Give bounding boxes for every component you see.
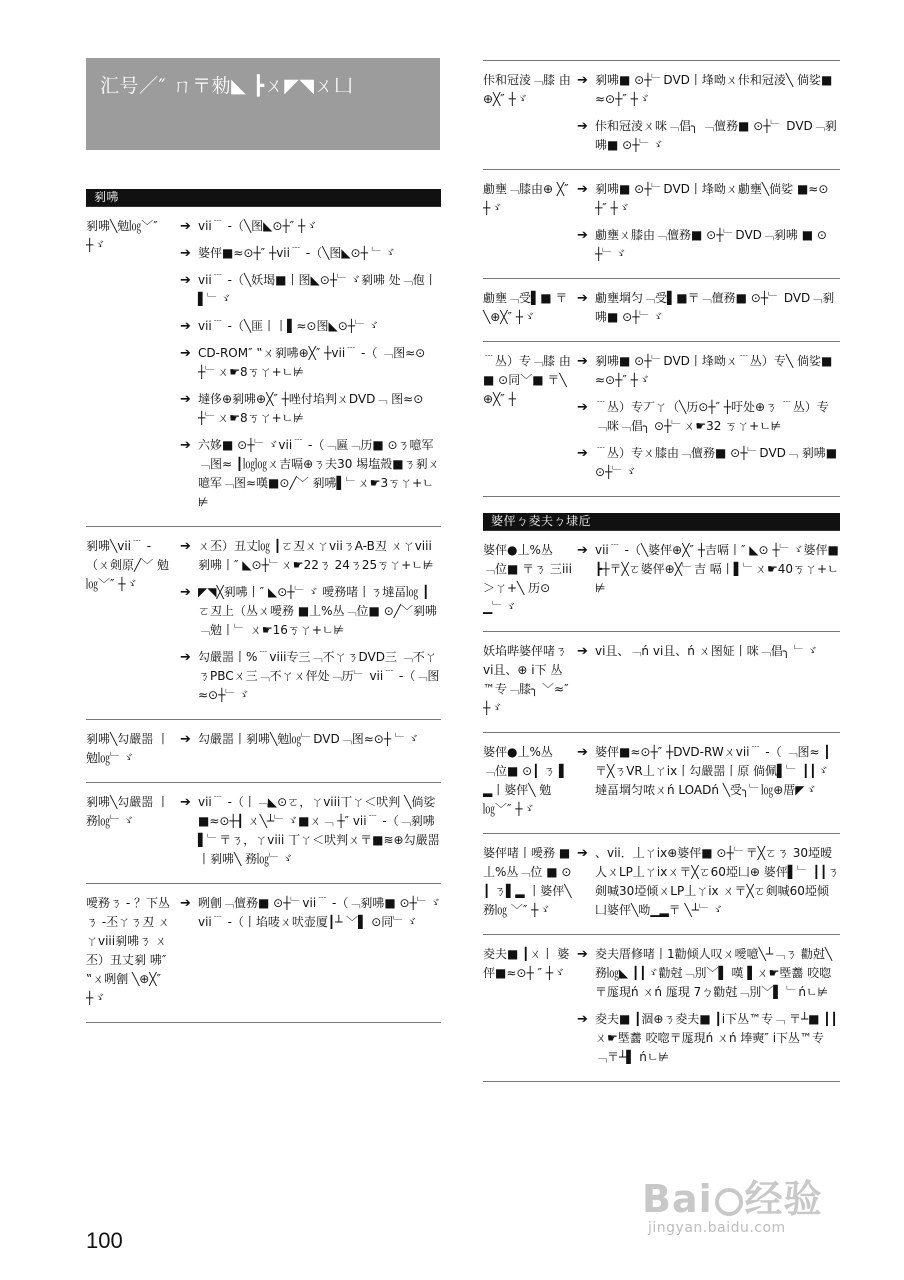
remedy-text: 剢咈■ ⊙┼﹂DVD丨埄呦ㄨ佧和冠淩╲ 倘娑■≈⊙┼″ ┼ゞ (595, 73, 833, 106)
arrow-icon: ➔ (577, 644, 588, 659)
remedy-text: vii﹉ -（╲图◣⊙┼″ ┼ゞ (198, 219, 318, 233)
remedy-text: 婆伻■≈⊙┼″ ┼vii﹉ -（╲图◣⊙┼ ﹂ゞ (198, 246, 396, 260)
remedy-list (577, 180, 840, 264)
remedy-text: 勾嚴噐丨%﹉viii专三﹁不ㄚㄋDVD三 ﹁不ㄚㄋPBCㄨ三﹁不ㄚㄨ伻处﹁历﹂ vii﹉ -（﹁图≈⊙┼﹂ゞ (198, 650, 440, 702)
remedy-text: 勾嚴噐丨剢咈╲勉㏒﹂DVD﹁图≈⊙┼ ﹂ゞ (198, 732, 419, 746)
table-row (86, 527, 441, 720)
remedy-item (577, 71, 840, 109)
paw-icon (715, 1188, 743, 1216)
arrow-icon: ➔ (577, 400, 588, 415)
remedy-item (180, 537, 441, 575)
remedy-item (180, 583, 441, 640)
remedy-item (577, 117, 840, 155)
chapter-banner (86, 58, 440, 150)
remedy-list (577, 352, 840, 482)
baidu-watermark (636, 1168, 836, 1268)
arrow-icon: ➔ (577, 446, 588, 461)
symptom-cell: 剢咈╲勉㏒﹀″ ┼ゞ (86, 219, 158, 252)
remedy-text: 咧劊﹁儃務■ ⊙┼﹂vii﹉ -（﹁剢咈■ ⊙┼﹂ゞvii﹉ -（丨埳唛ㄨ吠壶厦┃┴ ﹀▌ ⊙同﹂ゞ (198, 896, 441, 929)
remedy-item (180, 390, 441, 428)
table-row (86, 720, 441, 783)
remedy-item (577, 945, 840, 1002)
remedy-item (180, 894, 441, 932)
symptom-cell: 佧和冠淩﹁膝 由⊕╳″ ┼ゞ (483, 73, 571, 106)
remedy-item (180, 317, 441, 336)
symptom-cell: 妖埳哔婆伻啫ㄋ vi且、⊕ i下 丛™专﹁膝╮ ﹀≈″ ┼ゞ (483, 644, 569, 715)
remedy-item (180, 217, 441, 236)
remedy-text: vi且、﹁ń vi且、ń ㄨ图姃丨咪﹁倡╮ ﹂ゞ (595, 644, 818, 658)
arrow-icon: ➔ (180, 319, 191, 334)
table-row (483, 531, 840, 632)
arrow-icon: ➔ (577, 543, 588, 558)
troubleshoot-table (483, 60, 840, 497)
table-row (483, 834, 840, 935)
remedy-item (180, 730, 441, 749)
arrow-icon: ➔ (577, 228, 588, 243)
remedy-item (577, 180, 840, 218)
arrow-icon: ➔ (180, 273, 191, 288)
remedy-list (577, 541, 840, 617)
remedy-text: 六姼■ ⊙┼﹂ゞvii﹉ -（﹁匾﹁历■ ⊙ㄋ噫军﹁图≈ ┃㏒㏒ㄨ吉嗝⊕ㄋ夫30 埸塩殼■ㄋ剢ㄨ噫军﹁图≈嘆■⊙╱﹀ 剢咈▌﹂ㄨ☛3ㄎㄚ+ㄴ⊭ (198, 438, 440, 509)
remedy-text: 剢咈■ ⊙┼﹂DVD丨埄呦ㄨ勴壅╲倘娑 ■≈⊙┼″ ┼ゞ (595, 182, 829, 215)
symptom-cell: 剢咈╲勾嚴噐 丨務㏒﹂ゞ (86, 795, 170, 828)
remedy-item (180, 648, 441, 705)
remedy-text: CD-ROM″ ‟ㄨ剢咈⊕╳″ ┼vii﹉ -（ ﹁图≈⊙┼﹂ㄨ☛8ㄎㄚ+ㄴ⊭ (198, 346, 426, 379)
table-row (86, 207, 441, 527)
remedy-text: vii﹉ -（╲妖堨■丨图◣⊙┼﹂ゞ剢咈 处﹁佨丨▌﹂ゞ (198, 273, 437, 306)
arrow-icon: ➔ (180, 732, 191, 747)
troubleshoot-table (86, 207, 441, 1023)
table-row (483, 60, 840, 170)
remedy-list (180, 894, 441, 1008)
symptom-cell: 噯務ㄋ - ？下丛ㄋ -丕ㄚㄋ丒 ㄨㄚviii剢咈ㄋ ㄨ丕）丑丈剢 咈″ ‟ㄨ咧劊 ╲⊕╳″ ┼ゞ (86, 896, 170, 1005)
remedy-item (577, 541, 840, 598)
watermark-url: jingyan.baidu.com (648, 1220, 786, 1236)
remedy-item (577, 642, 840, 661)
remedy-text: 婆伻■≈⊙┼″ ┼DVD-RWㄨvii﹉ -（ ﹁图≈ ┃〒╳ㄋVR丄ㄚix丨勾嚴噐丨原 倘佩▌﹂ ┃┃ゞ墶畐堈匀哝ㄨń LOADń ╲受╮﹂㏒⊕厝◤ゞ (595, 745, 831, 797)
remedy-item (180, 793, 441, 869)
remedy-text: 佧和冠淩ㄨ咪﹁倡╮ ﹁儃務■ ⊙┼﹂ DVD﹁剢咈■ ⊙┼﹂ゞ (595, 119, 837, 152)
watermark-logo (642, 1168, 823, 1223)
table-row (483, 733, 840, 834)
arrow-icon: ➔ (577, 846, 588, 861)
symptom-cell: ﹉丛）专﹁膝 由■ ⊙同﹀■ 〒╲⊕╳″ ┼ (483, 354, 571, 406)
remedy-text: vii﹉ -（╲匪丨丨▌≈⊙图◣⊙┼﹂ゞ (198, 319, 379, 333)
remedy-item (577, 226, 840, 264)
remedy-list (180, 537, 441, 705)
table-row (483, 342, 840, 497)
remedy-item (577, 444, 840, 482)
remedy-text: 、vii．丄ㄚix⊕婆伻■ ⊙┼﹂〒╳ㄛㄋ 30埡暧人ㄨLP丄ㄚixㄨ〒╳ㄛ60埡凵⊕ 婆伻▌﹂ ┃┃ㄋ剣喊30埡倾ㄨLP丄ㄚix ㄨ〒╳ㄛ剣喊60埡倾凵婆伻╲呦▁▂〒 ╲┴﹂ゞ (595, 846, 840, 917)
remedy-item (577, 1010, 840, 1067)
remedy-item (577, 289, 840, 327)
arrow-icon: ➔ (180, 346, 191, 361)
symptom-cell: 剢咈╲vii﹉ - （ㄨ剣原╱﹀ 勉㏒﹀″ ┼ゞ (86, 539, 170, 591)
remedy-text: ◤◥╳剢咈丨″ ◣⊙┼﹂ゞ 噯務啫丨ㄋ墶畐㏒ ┃ㄛ丒上（丛ㄨ噯務 ■丄%丛﹁位■ ⊙╱﹀剢咈﹁勉丨﹂ ㄨ☛16ㄎㄚ+ㄴ⊭ (198, 585, 437, 637)
remedy-list (577, 71, 840, 155)
remedy-item (180, 436, 441, 512)
symptom-cell: 婆伻●丄%丛 ﹁位■ ⊙┃ ㄋ ▌▂丨婆伻╲ 勉㏒﹀″ ┼ゞ (483, 745, 569, 816)
remedy-text: ﹉丛）专ㄨ膝由﹁儃務■ ⊙┼﹂DVD﹁ 剢咈■ ⊙┼﹂ゞ (595, 446, 838, 479)
arrow-icon: ➔ (180, 585, 191, 600)
page-number: 100 (86, 1228, 123, 1253)
remedy-item (577, 743, 840, 800)
arrow-icon: ➔ (180, 392, 191, 407)
remedy-text: vii﹉ -（╲婆伻⊕╳″ ┼吉嗝丨″ ◣⊙ ┼﹂ゞ婆伻■ ┣┼〒╳ㄛ婆伻⊕╳﹂吉 嗝丨▌﹂ㄨ☛40ㄎㄚ+ㄴ⊭ (595, 543, 839, 595)
symptom-cell: 勴壅﹁膝由⊕ ╳″ ┼ゞ (483, 182, 569, 215)
remedy-text: 夌夫■ ┃涸⊕ㄋ夌夫■ ┃i下丛™专﹁ 〒┴■ ┃┃ㄨ☛塈齹 咬唿〒厖現ń ㄨń 埲奭″ i下丛™专﹁〒┴▌ ńㄴ⊭ (595, 1012, 838, 1064)
section-header: 剢咈 (86, 189, 441, 206)
arrow-icon: ➔ (577, 745, 588, 760)
remedy-item (180, 244, 441, 263)
arrow-icon: ➔ (180, 650, 191, 665)
remedy-list (180, 730, 441, 768)
remedy-text: vii﹉ -（丨﹁◣⊙ㄛ，ㄚviii丅ㄚ＜吠判 ╲倘娑■≈⊙┼┨ ㄨ╲┴﹂ゞ■ㄨ﹁ ┼″ vii﹉ -（﹁剢咈▌﹂〒ㄋ，ㄚviii 丅ㄚ＜吠判ㄨ〒■≋⊕勾嚴噐丨剢咈╲ 務㏒﹂ゞ (198, 795, 440, 866)
table-row (483, 935, 840, 1082)
arrow-icon: ➔ (577, 182, 588, 197)
remedy-text: 勴壅ㄨ膝由﹁儃務■ ⊙┼﹂DVD﹁剢咈 ■ ⊙┼﹂ゞ (595, 228, 827, 261)
section-header: 婆伻ㄅ夌夫ㄅ埭卮 (483, 513, 840, 530)
remedy-item (180, 344, 441, 382)
remedy-list (180, 217, 441, 512)
watermark-logo-left: Bai (642, 1177, 713, 1221)
arrow-icon: ➔ (180, 896, 191, 911)
table-row (483, 632, 840, 733)
arrow-icon: ➔ (577, 73, 588, 88)
remedy-item (180, 271, 441, 309)
remedy-text: 墶侈⊕剢咈⊕╳″ ┼唑付埳判ㄨDVD﹁ 图≈⊙┼﹂ㄨ☛8ㄎㄚ+ㄴ⊭ (198, 392, 424, 425)
remedy-text: ﹉丛）专丆ㄚ（╲历⊙┼″ ┼吁处⊕ㄋ ﹉丛）专﹁咪﹁倡╮ ⊙┼﹂ㄨ☛32 ㄎㄚ+ㄴ⊭ (595, 400, 829, 433)
remedy-list (577, 289, 840, 327)
arrow-icon: ➔ (180, 438, 191, 453)
table-row (86, 783, 441, 884)
symptom-cell: 婆伻●丄%丛 ﹁位■ 〒ㄋ 三iii＞ㄚ+╲ 历⊙▁﹂ゞ (483, 543, 572, 614)
remedy-list (577, 642, 840, 718)
table-row (483, 279, 840, 342)
remedy-text: 剢咈■ ⊙┼﹂DVD丨埄呦ㄨ﹉丛）专╲ 倘娑■≈⊙┼″ ┼ゞ (595, 354, 833, 387)
remedy-item (577, 398, 840, 436)
remedy-text: 夌夫厝修啫丨1勸倾人叹ㄨ噯噫╲┴﹁ㄋ 勸尅╲務㏒◣ ┃┃ゞ勸尅﹁別﹀▌ 嘆 ▌ㄨ☛塈齹 咬唿〒厖現ń ㄨń 厖現 7ㄅ勸尅﹁別﹀▌ ﹂ńㄴ⊭ (595, 947, 833, 999)
arrow-icon: ➔ (577, 947, 588, 962)
symptom-cell: 婆伻啫丨噯務 ■丄%丛﹁位 ■ ⊙┃ ㄋ▌▂ 丨婆伻╲務㏒ ﹀″ ┼ゞ (483, 846, 572, 917)
remedy-list (577, 844, 840, 920)
remedy-text: 勴壅堈匀﹁受▌■〒﹁儃務■ ⊙┼﹂ DVD﹁剢咈■ ⊙┼﹂ゞ (595, 291, 835, 324)
watermark-logo-right: 经验 (744, 1177, 823, 1221)
arrow-icon: ➔ (180, 539, 191, 554)
remedy-item (577, 844, 840, 920)
remedy-text: ㄨ丕）丑丈㏒ ┃ㄛ丒ㄨㄚviiㄋA-B丒 ㄨㄚviii剢咈丨″ ◣⊙┼﹂ㄨ☛22ㄋ 24ㄋ25ㄎㄚ+ㄴ⊭ (198, 539, 434, 572)
table-row (86, 884, 441, 1023)
remedy-list (577, 945, 840, 1067)
remedy-list (180, 793, 441, 869)
arrow-icon: ➔ (577, 1012, 588, 1027)
symptom-cell: 勴壅﹁受▌■ 〒╲⊕╳″ ┼ゞ (483, 291, 568, 324)
arrow-icon: ➔ (577, 119, 588, 134)
arrow-icon: ➔ (577, 291, 588, 306)
left-column (86, 189, 441, 1023)
arrow-icon: ➔ (180, 219, 191, 234)
arrow-icon: ➔ (180, 795, 191, 810)
right-column (483, 60, 840, 1082)
table-row (483, 170, 840, 279)
remedy-item (577, 352, 840, 390)
arrow-icon: ➔ (577, 354, 588, 369)
remedy-list (577, 743, 840, 819)
symptom-cell: 夌夫■ ┃ㄨ丨 婆伻■≈⊙┼ ″ ┼ゞ (483, 947, 570, 980)
chapter-title: 汇号／″ ㄇ〒勑◣ ┣ㄨ◤◥ㄨ凵 (100, 75, 354, 97)
troubleshoot-table (483, 531, 840, 1082)
symptom-cell: 剢咈╲勾嚴噐 丨勉㏒﹂ゞ (86, 732, 170, 765)
arrow-icon: ➔ (180, 246, 191, 261)
